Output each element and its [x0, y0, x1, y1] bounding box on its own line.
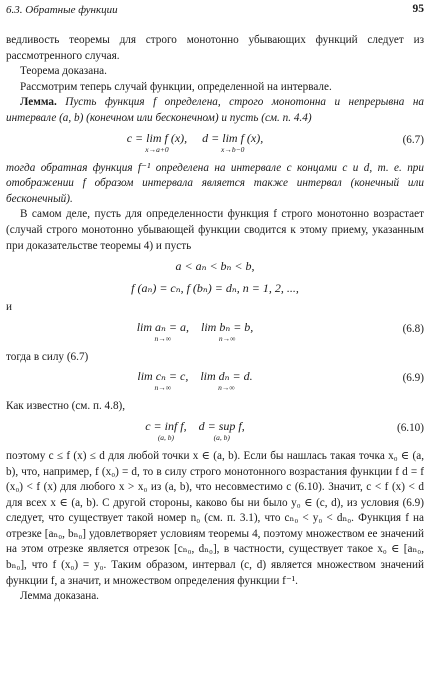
- lemma-conclusion: тогда обратная функция f⁻¹ определена на интервале с концами c и d, т. е. при отображении f образом интервала является также интервал (конечный или бесконечный).: [6, 161, 424, 205]
- lemma-proved: Лемма доказана.: [20, 590, 99, 603]
- then-by: тогда в силу (6.7): [6, 350, 89, 363]
- page-header: [6, 2, 424, 20]
- eq610-left: c = inf f, (a, b): [145, 418, 187, 442]
- eq68-left: lim aₙ = a, n→∞: [136, 319, 189, 343]
- eq68-right: lim bₙ = b, n→∞: [201, 319, 254, 343]
- lemma-text: Пусть функция f определена, строго монотонна и непрерывна на интервале (a, b) (конечном или бесконечном) и пусть (см. п. 4.4): [6, 96, 424, 124]
- sequence-values: f (aₙ) = cₙ, f (bₙ) = dₙ, n = 1, 2, ...,: [131, 281, 299, 296]
- eq610-right: d = sup f, (a, b): [198, 418, 245, 442]
- eq67-right: d = lim f (x), x→b−0: [202, 130, 264, 154]
- equation-6-10: [6, 415, 424, 449]
- proof-body: поэтому c ≤ f (x) ≤ d для любой точки x ∈ (a, b). Если бы нашлась такая точка x₀ ∈ (a, b), что, например, f (x₀) = d, то в силу строго монотонного возрастания функции f d = f (x₀) < f (x) для любого x > x₀ из (a, b), что несовместимо с (6.10). Значит, c < f (x) < d для всех x ∈ (a, b). С другой стороны, каково бы ни было y₀ ∈ (c, d), из условия (6.9) следует, что существует такой номер n₀ (см. п. 3.1), что cₙ₀ < y₀ < dₙ₀. Функция f на отрезке [aₙ₀, bₙ₀] удовлетворяет условиям теоремы 4, поэтому множеством ее значений на этом отрезке является отрезок [cₙ₀, dₙ₀], в частности, существует такое x₀ ∈ [aₙ₀, bₙ₀], что f (x₀) = y₀. Таким образом, интервал (c, d) является множеством значений функции f, а значит, и множеством определения функции f⁻¹.: [6, 449, 424, 587]
- equation-6-7: [6, 127, 424, 161]
- equation-6-8: [6, 316, 424, 350]
- paragraph-interval-case: Рассмотрим теперь случай функции, определенной на интервале.: [20, 80, 332, 93]
- as-known: Как известно (см. п. 4.8),: [6, 400, 126, 413]
- paragraph-continuation: ведливость теоремы для строго монотонно убывающих функций следует из рассмотренного случая.: [6, 34, 424, 62]
- equation-number: (6.8): [402, 322, 424, 335]
- eq69-left: lim cₙ = c, n→∞: [137, 369, 189, 393]
- sequence-inequality: a < aₙ < bₙ < b,: [175, 259, 255, 274]
- eq69-right: lim dₙ = d. n→∞: [200, 369, 253, 393]
- lemma-statement: [6, 95, 424, 126]
- proof-start: В самом деле, пусть для определенности функция f строго монотонно возрастает (случай строго монотонно убывающей функции сводится к этому приему, указанным при доказательстве теоремы 4) и пусть: [6, 208, 424, 252]
- word-and: и: [6, 301, 12, 314]
- equation-6-9: [6, 365, 424, 399]
- equation-number: (6.9): [402, 372, 424, 385]
- page-number: 95: [412, 3, 424, 15]
- lemma-label: Лемма.: [20, 96, 57, 109]
- equation-number: (6.7): [402, 133, 424, 146]
- eq67-left: c = lim f (x), x→a+0: [126, 130, 188, 154]
- equation-number: (6.10): [396, 421, 424, 434]
- theorem-proved: Теорема доказана.: [20, 65, 107, 78]
- page-body: [6, 33, 424, 605]
- running-title: 6.3. Обратные функции: [6, 4, 118, 16]
